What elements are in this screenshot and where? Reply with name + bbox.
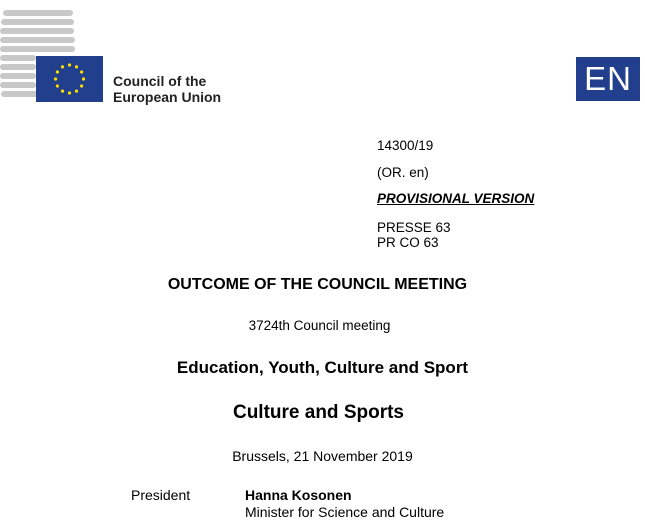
eu-star-icon xyxy=(68,63,71,66)
president-label: President xyxy=(131,487,191,503)
eu-star-icon xyxy=(56,70,59,73)
org-name-line2: European Union xyxy=(113,89,222,105)
meeting-number: 3724th Council meeting xyxy=(248,318,391,333)
eu-star-icon xyxy=(56,84,59,87)
meeting-topic: Culture and Sports xyxy=(232,402,404,423)
original-language: (OR. en) xyxy=(377,165,429,180)
council-logo-icon xyxy=(0,10,104,102)
pr-reference: PR CO 63 xyxy=(377,235,439,250)
president-title: Minister for Science and Culture xyxy=(245,504,445,520)
eu-star-icon xyxy=(54,77,57,80)
eu-star-icon xyxy=(75,90,78,93)
eu-star-icon xyxy=(80,84,83,87)
council-configuration: Education, Youth, Culture and Sport xyxy=(176,358,469,377)
eu-star-icon xyxy=(61,65,64,68)
eu-star-icon xyxy=(75,65,78,68)
document-title: OUTCOME OF THE COUNCIL MEETING xyxy=(167,276,468,293)
eu-star-icon xyxy=(82,77,85,80)
language-badge: EN xyxy=(576,57,640,101)
org-name xyxy=(113,73,221,105)
doc-number: 14300/19 xyxy=(377,138,434,153)
eu-star-icon xyxy=(80,70,83,73)
provisional-version-note: PROVISIONAL VERSION xyxy=(377,191,535,206)
org-name-line1: Council of the xyxy=(113,73,207,89)
place-and-date: Brussels, 21 November 2019 xyxy=(232,448,413,464)
eu-flag xyxy=(36,56,103,102)
eu-star-icon xyxy=(68,91,71,94)
press-reference: PRESSE 63 xyxy=(377,220,451,235)
eu-star-icon xyxy=(61,90,64,93)
president-name: Hanna Kosonen xyxy=(245,487,352,503)
